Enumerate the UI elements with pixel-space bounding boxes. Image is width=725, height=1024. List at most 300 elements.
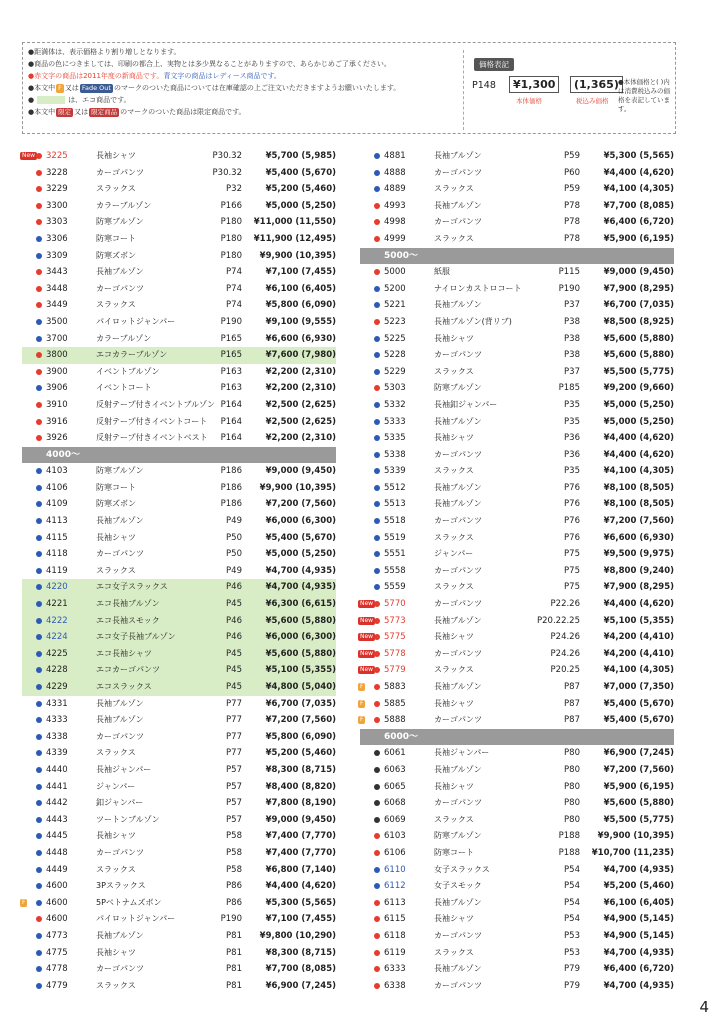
product-code: 6113 — [384, 897, 406, 908]
product-page: P80 — [564, 781, 580, 792]
product-name: 長袖ブルゾン — [96, 930, 144, 940]
product-name: カーゴパンツ — [434, 449, 482, 459]
product-code: 4448 — [46, 847, 68, 858]
product-page: P53 — [564, 930, 580, 941]
legend-price-caption: 本体価格 — [516, 97, 542, 105]
category-dot-icon — [36, 385, 42, 391]
product-name: ツートンブルゾン — [96, 814, 160, 824]
product-row — [22, 862, 336, 879]
product-code: 5773 — [384, 615, 406, 626]
product-code: 3303 — [46, 217, 68, 228]
legend-incl-caption: 税込み価格 — [576, 97, 609, 105]
product-page: P60 — [564, 167, 580, 178]
product-page: P37 — [564, 366, 580, 377]
product-page: P57 — [226, 781, 242, 792]
product-row — [360, 812, 674, 829]
product-price: ¥9,000 (9,450) — [265, 814, 336, 825]
category-dot-icon — [374, 535, 380, 541]
product-page: P54 — [564, 914, 580, 925]
product-name: 長袖シャツ — [96, 532, 136, 542]
product-page: P54 — [564, 897, 580, 908]
eco-swatch — [37, 96, 65, 104]
product-code: 4888 — [384, 167, 406, 178]
product-name: 長袖ブルゾン — [434, 200, 482, 210]
product-code: 4338 — [46, 731, 68, 742]
product-code: 6068 — [384, 798, 406, 809]
product-price: ¥9,800 (10,290) — [259, 930, 336, 941]
product-name: カーゴパンツ — [434, 980, 482, 990]
product-price: ¥5,900 (6,195) — [603, 233, 674, 244]
product-page: P54 — [564, 864, 580, 875]
product-row — [22, 563, 336, 580]
product-code: 5513 — [384, 499, 406, 510]
product-price: ¥6,400 (6,720) — [603, 964, 674, 975]
product-code: 5558 — [384, 565, 406, 576]
product-price: ¥5,000 (5,250) — [603, 416, 674, 427]
product-row — [22, 414, 336, 431]
category-dot-icon — [36, 634, 42, 640]
product-name: 長袖ブルゾン — [434, 964, 482, 974]
category-dot-icon — [374, 302, 380, 308]
category-dot-icon — [374, 153, 380, 159]
product-price: ¥9,100 (9,555) — [265, 316, 336, 327]
product-name: スラックス — [434, 233, 474, 243]
product-page: P49 — [226, 565, 242, 576]
category-dot-icon — [374, 568, 380, 574]
product-page: P77 — [226, 731, 242, 742]
product-page: P79 — [564, 964, 580, 975]
product-code: 6338 — [384, 980, 406, 991]
f-badge: F — [360, 683, 364, 690]
product-row — [360, 264, 674, 281]
product-name: 反射テープ付きイベントベスト — [96, 433, 208, 443]
product-name: カーゴパンツ — [96, 731, 144, 741]
product-code: 6112 — [384, 881, 406, 892]
product-page: P24.26 — [550, 632, 580, 643]
product-price: ¥5,500 (5,775) — [603, 366, 674, 377]
product-row — [22, 347, 336, 364]
product-row — [22, 729, 336, 746]
product-code: 5225 — [384, 333, 406, 344]
product-price: ¥5,600 (5,880) — [603, 798, 674, 809]
product-row — [360, 679, 674, 696]
product-code: 4449 — [46, 864, 68, 875]
product-name: イベントブルゾン — [96, 366, 160, 376]
category-dot-icon — [374, 319, 380, 325]
note-4: ●本文中 F 又は Fade Out のマークのついた商品については在庫確認の上ご注文いただきますようお願いいたします。 — [28, 83, 401, 92]
product-page: P38 — [564, 333, 580, 344]
product-row — [22, 314, 336, 331]
product-price: ¥4,400 (4,620) — [603, 433, 674, 444]
product-code: 6065 — [384, 781, 406, 792]
product-code: 4113 — [46, 516, 68, 527]
product-name: スラックス — [96, 748, 136, 758]
category-dot-icon — [374, 717, 380, 723]
product-price: ¥4,700 (4,935) — [265, 582, 336, 593]
category-dot-icon — [36, 667, 42, 673]
product-code: 5519 — [384, 532, 406, 543]
category-dot-icon — [374, 219, 380, 225]
product-code: 4778 — [46, 964, 68, 975]
product-price: ¥5,200 (5,460) — [265, 184, 336, 195]
product-row — [360, 779, 674, 796]
product-row — [360, 945, 674, 962]
category-dot-icon — [374, 784, 380, 790]
product-name: エコスラックス — [96, 682, 152, 691]
category-dot-icon — [374, 402, 380, 408]
product-name: 女子スラックス — [434, 864, 490, 874]
product-code: 4779 — [46, 980, 68, 991]
product-name: 長袖ブルゾン — [434, 764, 482, 774]
product-name: スラックス — [434, 665, 474, 675]
product-code: 4115 — [46, 532, 68, 543]
product-name: 長袖シャツ — [434, 333, 474, 343]
product-row — [360, 214, 674, 231]
product-price: ¥6,000 (6,300) — [265, 632, 336, 643]
product-code: 5778 — [384, 648, 406, 659]
product-row — [360, 181, 674, 198]
product-price: ¥4,400 (4,620) — [603, 599, 674, 610]
product-code: 6118 — [384, 930, 406, 941]
product-code: 6106 — [384, 847, 406, 858]
product-price: ¥6,900 (7,245) — [265, 980, 336, 991]
product-price: ¥4,400 (4,620) — [265, 881, 336, 892]
product-price: ¥4,100 (4,305) — [603, 466, 674, 477]
product-row — [360, 430, 674, 447]
product-row — [360, 530, 674, 547]
product-page: P75 — [564, 549, 580, 560]
fade-out-badge: Fade Out — [81, 83, 111, 92]
product-code: 4440 — [46, 764, 68, 775]
category-dot-icon — [374, 667, 380, 673]
product-price: ¥5,500 (5,775) — [603, 814, 674, 825]
product-price: ¥4,200 (4,410) — [603, 648, 674, 659]
category-dot-icon — [36, 833, 42, 839]
product-code: 5775 — [384, 632, 406, 643]
product-page: P76 — [564, 482, 580, 493]
product-price: ¥6,700 (7,035) — [265, 698, 336, 709]
product-price: ¥2,500 (2,625) — [265, 399, 336, 410]
product-page: P164 — [220, 416, 242, 427]
category-dot-icon — [374, 551, 380, 557]
product-price: ¥5,300 (5,565) — [603, 151, 674, 161]
product-name: エコ女子長袖ブルゾン — [96, 632, 176, 642]
new-badge: New — [360, 633, 374, 641]
product-price: ¥4,200 (4,410) — [603, 632, 674, 643]
product-price: ¥11,000 (11,550) — [253, 217, 336, 228]
category-dot-icon — [374, 170, 380, 176]
product-row — [360, 546, 674, 563]
category-dot-icon — [36, 684, 42, 690]
product-code: 3800 — [46, 350, 68, 361]
product-price: ¥7,700 (8,085) — [603, 200, 674, 211]
product-page: P75 — [564, 582, 580, 593]
product-page: P78 — [564, 233, 580, 244]
product-price: ¥5,000 (5,250) — [265, 200, 336, 211]
product-page: P30.32 — [212, 151, 242, 161]
product-name: ジャンパー — [96, 781, 136, 791]
product-row — [360, 646, 674, 663]
category-dot-icon — [36, 601, 42, 607]
product-page: P81 — [226, 964, 242, 975]
category-dot-icon — [36, 651, 42, 657]
product-row — [360, 662, 674, 679]
product-page: P36 — [564, 433, 580, 444]
product-code: 6110 — [384, 864, 406, 875]
product-price: ¥5,600 (5,880) — [603, 350, 674, 361]
new-badge: New — [360, 616, 374, 624]
product-name: 長袖シャツ — [434, 433, 474, 443]
product-row — [22, 496, 336, 513]
category-dot-icon — [374, 186, 380, 192]
product-code: 5229 — [384, 366, 406, 377]
category-dot-icon — [374, 435, 380, 441]
product-name: エコカラーブルゾン — [96, 350, 168, 360]
product-price: ¥5,600 (5,880) — [265, 615, 336, 626]
category-dot-icon — [374, 933, 380, 939]
category-dot-icon — [374, 684, 380, 690]
category-dot-icon — [374, 618, 380, 624]
product-code: 5000 — [384, 267, 406, 278]
product-code: 3916 — [46, 416, 68, 427]
product-page: P45 — [226, 648, 242, 659]
product-code: 5512 — [384, 482, 406, 493]
category-dot-icon — [36, 900, 42, 906]
product-page: P74 — [226, 267, 242, 278]
product-page: P76 — [564, 532, 580, 543]
product-code: 5332 — [384, 399, 406, 410]
product-page: P78 — [564, 200, 580, 211]
product-code: 3225 — [46, 151, 68, 161]
product-code: 3926 — [46, 433, 68, 444]
product-price: ¥9,000 (9,450) — [265, 466, 336, 477]
product-page: P57 — [226, 814, 242, 825]
product-name: カーゴパンツ — [96, 847, 144, 857]
product-price: ¥8,800 (9,240) — [603, 565, 674, 576]
product-page: P185 — [558, 383, 580, 394]
product-page: P165 — [220, 333, 242, 344]
product-page: P76 — [564, 516, 580, 527]
product-code: 4443 — [46, 814, 68, 825]
product-price: ¥6,300 (6,615) — [265, 599, 336, 610]
new-badge: New — [360, 666, 374, 674]
product-row — [22, 281, 336, 298]
product-price: ¥7,100 (7,455) — [265, 914, 336, 925]
product-code: 5223 — [384, 316, 406, 327]
product-row — [22, 895, 336, 912]
product-page: P35 — [564, 416, 580, 427]
f-badge: F — [360, 716, 364, 724]
product-row — [360, 281, 674, 298]
product-name: 長袖シャツ — [434, 781, 474, 791]
product-code: 4600 — [46, 897, 68, 908]
limited-badge: 限定 — [58, 107, 72, 116]
product-code: 5200 — [384, 283, 406, 294]
product-code: 4998 — [384, 217, 406, 228]
product-page: P81 — [226, 947, 242, 958]
product-price: ¥7,900 (8,295) — [603, 582, 674, 593]
category-dot-icon — [36, 717, 42, 723]
product-code: 6103 — [384, 831, 406, 842]
product-row — [360, 596, 674, 613]
product-price: ¥4,700 (4,935) — [603, 947, 674, 958]
category-dot-icon — [36, 784, 42, 790]
product-page: P180 — [220, 217, 242, 228]
product-row — [360, 513, 674, 530]
product-price: ¥4,100 (4,305) — [603, 665, 674, 676]
product-page: P163 — [220, 383, 242, 394]
product-row — [22, 646, 336, 663]
product-row — [22, 978, 336, 995]
product-page: P80 — [564, 814, 580, 825]
product-code: 4889 — [384, 184, 406, 195]
product-row — [360, 895, 674, 912]
category-dot-icon — [36, 302, 42, 308]
product-price: ¥8,500 (8,925) — [603, 316, 674, 327]
product-row — [22, 198, 336, 215]
product-code: 5228 — [384, 350, 406, 361]
product-page: P80 — [564, 798, 580, 809]
product-price: ¥9,200 (9,660) — [603, 383, 674, 394]
legend-price-incl: (1,365) — [570, 76, 623, 93]
product-name: 女子スモック — [434, 881, 482, 891]
product-row — [22, 911, 336, 928]
product-row — [22, 745, 336, 762]
product-row — [360, 380, 674, 397]
product-name: 防寒コート — [434, 847, 474, 857]
product-code: 5770 — [384, 599, 406, 610]
product-name: 長袖ブルゾン — [96, 267, 144, 277]
product-code: 4999 — [384, 233, 406, 244]
category-dot-icon — [374, 369, 380, 375]
product-page: P76 — [564, 499, 580, 510]
category-dot-icon — [36, 867, 42, 873]
product-price: ¥5,000 (5,250) — [265, 549, 336, 560]
category-dot-icon — [374, 750, 380, 756]
product-page: P86 — [226, 881, 242, 892]
product-name: カーゴパンツ — [96, 167, 144, 177]
category-dot-icon — [374, 817, 380, 823]
product-row — [360, 862, 674, 879]
product-row — [360, 579, 674, 596]
product-code: 6119 — [384, 947, 406, 958]
product-code: 4222 — [46, 615, 68, 626]
product-name: カラーブルゾン — [96, 200, 152, 210]
product-row — [360, 712, 674, 729]
product-price: ¥4,700 (4,935) — [603, 980, 674, 991]
product-page: P188 — [558, 831, 580, 842]
product-price: ¥4,400 (4,620) — [603, 167, 674, 178]
product-page: P20.22.25 — [537, 615, 580, 626]
product-page: P190 — [220, 914, 242, 925]
product-code: 4881 — [384, 151, 406, 161]
product-code: 4220 — [46, 582, 68, 593]
category-dot-icon — [374, 916, 380, 922]
product-row — [360, 314, 674, 331]
product-row — [22, 297, 336, 314]
product-code: 5303 — [384, 383, 406, 394]
category-dot-icon — [36, 236, 42, 242]
product-price: ¥7,200 (7,560) — [265, 499, 336, 510]
product-page: P80 — [564, 748, 580, 759]
product-page: P57 — [226, 798, 242, 809]
product-code: 5559 — [384, 582, 406, 593]
product-row — [22, 579, 336, 596]
product-row — [22, 961, 336, 978]
price-list-left — [22, 148, 336, 994]
product-name: カーゴパンツ — [434, 599, 482, 609]
product-price: ¥5,400 (5,670) — [265, 167, 336, 178]
product-price: ¥9,000 (9,450) — [603, 267, 674, 278]
product-price: ¥8,100 (8,505) — [603, 482, 674, 493]
product-page: P75 — [564, 565, 580, 576]
f-badge: F — [22, 898, 26, 906]
product-row — [22, 845, 336, 862]
product-name: 長袖ブルゾン — [434, 615, 482, 625]
category-dot-icon — [374, 385, 380, 391]
product-name: カーゴパンツ — [434, 565, 482, 575]
product-code: 6333 — [384, 964, 406, 975]
product-row — [360, 795, 674, 812]
product-price: ¥6,100 (6,405) — [265, 283, 336, 294]
product-page: P180 — [220, 250, 242, 261]
product-row — [360, 364, 674, 381]
product-price: ¥8,100 (8,505) — [603, 499, 674, 510]
product-page: P163 — [220, 366, 242, 377]
product-row — [360, 878, 674, 895]
product-row — [360, 297, 674, 314]
product-page: P22.26 — [550, 599, 580, 610]
product-code: 5885 — [384, 698, 406, 709]
product-price: ¥5,600 (5,880) — [603, 333, 674, 344]
product-price: ¥11,900 (12,495) — [253, 233, 336, 244]
category-dot-icon — [374, 352, 380, 358]
product-price: ¥9,900 (10,395) — [597, 831, 674, 842]
product-row — [22, 248, 336, 265]
product-page: P190 — [220, 316, 242, 327]
product-code: 4441 — [46, 781, 68, 792]
product-row — [360, 148, 674, 165]
note-6: ●本文中 限定 又は 限定商品 のマークのついた商品は限定商品です。 — [28, 107, 246, 116]
product-price: ¥10,700 (11,235) — [591, 847, 674, 858]
product-page: P38 — [564, 350, 580, 361]
product-name: 長袖シャツ — [96, 831, 136, 841]
product-name: エコ長袖スモック — [96, 615, 160, 625]
product-code: 4106 — [46, 482, 68, 493]
product-code: 3900 — [46, 366, 68, 377]
product-price: ¥5,200 (5,460) — [265, 748, 336, 759]
category-dot-icon — [374, 950, 380, 956]
product-page: P115 — [558, 267, 580, 278]
category-dot-icon — [36, 468, 42, 474]
category-dot-icon — [36, 518, 42, 524]
category-dot-icon — [374, 983, 380, 989]
product-row — [22, 165, 336, 182]
product-price: ¥4,700 (4,935) — [265, 565, 336, 576]
category-dot-icon — [374, 269, 380, 275]
product-name: 防寒ブルゾン — [96, 466, 144, 476]
product-code: 3300 — [46, 200, 68, 211]
category-dot-icon — [374, 601, 380, 607]
product-price: ¥6,900 (7,245) — [603, 748, 674, 759]
product-row — [22, 928, 336, 945]
category-dot-icon — [36, 933, 42, 939]
product-name: スラックス — [434, 582, 474, 592]
product-page: P186 — [220, 499, 242, 510]
product-row — [22, 148, 336, 165]
product-name: パイロットジャンパー — [96, 914, 176, 924]
category-dot-icon — [36, 153, 42, 159]
